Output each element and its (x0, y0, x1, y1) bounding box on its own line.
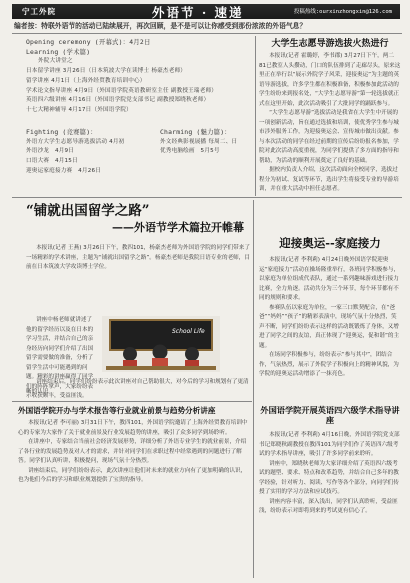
illustration-caption: School Life (172, 328, 205, 335)
schedule-learning-item: 留学讲座 4月1日（上海外经贸教育培训中心） (26, 77, 146, 84)
article-paragraph: 本报讯(记者 王燕) 3月26日下午，教四101，杨豪杰老师为外国语学院的同学们带来了一场精彩的学术讲座，主题为“铺就出国留学之路”。杨豪杰老师是我院日语专业的老师，目前在日本筑波大学攻读博士学位。 (26, 245, 250, 270)
article-paragraph: 讲座内容丰富，深入浅出，同学们认真聆听，受益匪浅，纷纷表示对即将到来的考试更有信心了。 (259, 498, 398, 514)
schedule-learning-item: 英语四六级讲座 4月16日（外国语学院党支部书记 副教授郑晓秋老师） (26, 97, 210, 104)
article-career-lecture-title: 外国语学院开办与学术报告等行业就业前景与趋势分析讲座 (18, 406, 216, 415)
schedule-learning-item: 外院大讲堂之 (38, 58, 73, 65)
charming-block (160, 128, 255, 157)
article-volunteer-guide-title: 大学生志愿导游选拔火热进行 (271, 39, 389, 49)
schedule-fighting-item: 迎奥运家庭接力赛 4月26日 (26, 167, 102, 174)
article-olympic-relay-title: 迎接奥运--家庭接力 (279, 236, 381, 250)
masthead-bar (12, 4, 400, 19)
classroom-illustration-svg (102, 316, 220, 372)
article-study-abroad-body-bottom (26, 378, 250, 398)
school-life-illustration (102, 316, 220, 372)
schedule-fighting-item: 外语沙龙 4月9日 (26, 148, 75, 155)
schedule-learning-item: 十七大精神辅导 4月17日（外国语学院） (26, 106, 132, 113)
article-paragraph: 在讲座中，专家结合当前社会经济发展形势，详细分析了外语专业学生的就业前景，介绍了各行业的发展趋势及对人才的需求，并针对同学们在求职过程中经常遇到的问题进行了解答。同学们认真听讲，积极提问，现场气氛十分热烈。 (18, 439, 247, 464)
editor-note: 编者按：特联外语节的活动已陆续展开，再次回顾，是不是可以让你感受到那份浓浓的外语气息？ (14, 22, 307, 30)
article-paragraph: 本报讯(记者 霍璐婷，李书郡) 3月27日下午，两二81已教室人头攒动，门口的队伍排到了走廊尽头，原来这里正在举行以“展示外院学子风采，迎接奥运”为主题的英语导游选拔，许多学生都在积极准备，积极参加此活动的学生纷纷来到报名处，“大学生志愿导游”第一轮选拔就正式在这里开始，此次活动吸引了大批同学的踊跃参与。 (259, 53, 401, 107)
article-paragraph: 本报讯(记者 李利莉) 4月24日晚外国语学院迎奥运“家庭接力”活动在操场隆重举行，各班同学积极参与，以家庭为单位组成代表队，通过一系列趣味游戏进行接力比赛，全力角逐。活动共分为三个环节，每个环节都有不同的规则和要求。 (259, 257, 400, 301)
schedule-charming-item: 外文经典影视展播 每周二、日 (160, 138, 238, 145)
schedule-learning-title: Learning (学术篇) (26, 47, 91, 56)
column-divider-top (255, 36, 256, 196)
article-paragraph: 讲座结束后，同学们纷纷表示，此次讲座让他们对未来的就业方向有了更加明确的认识，也为他们今后的学习和职业规划提供了宝贵的指导。 (18, 467, 247, 483)
article-paragraph: 讲座中，郑晓秋老师为大家详细介绍了英语四六级考试的题型、要求、特点和改革趋势，并结合自己多年的教学经验，针对听力、阅读、写作等各个部分，向同学们传授了实用的学习方法和应试技巧。 (259, 460, 399, 495)
schedule-learning-item: 日本留学讲座 3月26日（日本筑波大学在读博士 杨豪杰老师） (26, 68, 187, 75)
article-paragraph: 讲座结束后，同学们纷纷表示此次讲座对自己帮助很大，对今后的学习和规划有了更清晰的认识。 (26, 379, 249, 395)
article-olympic-relay (259, 235, 401, 396)
article-study-abroad-body-top (26, 244, 250, 314)
schedule-charming-item: 优秀电脑绘画 5月5号 (160, 148, 220, 155)
article-paragraph: “大学生志愿导游”选拔活动是我省在大学生中开展的一项创新活动，旨在通过选拔和培训，使优秀学生参与城市涉外服务工作，为迎接奥运会、宣传城市做出贡献。参与本次活动的同学在经过前期的宣传后纷纷报名参加，学院对此次活动高度重视，为同学们提供了多方面的指导和帮助，为活动的顺利开展奠定了良好的基础。 (259, 110, 399, 164)
masthead-title: 外语节 · 速递 (152, 5, 244, 20)
masthead-contact: 投稿热线:ourxinzhongxin@126.com (293, 9, 392, 15)
article-cet-lecture-title: 外国语学院开展英语四六级学术指导讲座 (260, 405, 400, 425)
article-career-lecture (18, 406, 250, 574)
schedule-learning-item: 学术论文指导讲座 4月9日（外国语学院英语教研室主任 副教授王瑞老师） (26, 87, 218, 94)
column-divider-bottom (253, 200, 254, 578)
masthead-school-name: 宁工外院 (22, 7, 56, 16)
fighting-block (26, 128, 156, 177)
divider-top (12, 33, 402, 34)
divider-middle (12, 197, 402, 198)
article-study-abroad (26, 203, 250, 235)
article-paragraph: 据校内负责人介绍，这次活动面向全校同学，选拔过程分为初试、复试等环节，选出学生将接受专业的导游培训，并在重大活动中担任志愿者。 (259, 167, 399, 192)
article-volunteer-guide (259, 36, 401, 208)
article-paragraph: 参赛队伍以家庭为单位，一家三口默契配合，在“爸爸”“妈妈”“孩子”的精彩表演中，现场气氛十分热烈，笑声不断，同学们纷纷表示这样的活动既锻炼了身体，又增进了同学之间的友谊，真正体现了“迎奥运，促和谐”的主题。 (259, 304, 400, 349)
schedule-opening: Opening ceremony (开幕式)：4月2日 (26, 38, 151, 46)
schedule-fighting-title: Fighting (竞赛篇)： (26, 128, 97, 136)
article-study-abroad-title: “铺就出国留学之路” (26, 203, 150, 219)
divider-left-bottom (12, 401, 252, 402)
schedule-fighting-item: 外语方大学生志愿导游选拔活动 4月初 (26, 138, 125, 145)
article-paragraph: 在场同学积极参与，纷纷表示“参与其中”，团结合作，气氛热烈，展示了外院学子积极向上的精神风貌，为学院的迎奥运活动增添了一抹亮色。 (259, 352, 399, 377)
article-paragraph: 讲座中杨老师就讲述了他的留学经历以及在日本的学习生活，并结合自己的亲身经历向同学们介绍了出国留学需要做的准备，分析了留学生活中可能遇到的问题。精彩的讲座赢得了同学们的阵阵掌声，大家纷纷表示收获颇丰，受益匪浅。 (26, 317, 94, 399)
article-paragraph: 本报讯(记者 李可丽) 3月31日下午，教四101，外国语学院邀请了上海外经贸教育培训中心的专家为大家作了关于就业前景及行业发展趋势的讲座，吸引了众多同学到场聆听。 (18, 420, 248, 436)
schedule-fighting-item: 口语大赛 4月15日 (26, 158, 78, 165)
schedule-charming-title: Charming (魅力篇)： (160, 128, 231, 136)
schedule-block (26, 38, 252, 116)
article-cet-lecture (259, 405, 401, 581)
article-study-abroad-subtitle: ——外语节学术篇拉开帷幕 (112, 221, 244, 234)
article-paragraph: 本报讯(记者 李利莉) 4月16日晚，外国语学院党支部书记郑晓秋副教授在教四101为同学们作了英语四六级考试的学术指导讲座，吸引了许多同学前来聆听。 (259, 432, 400, 457)
